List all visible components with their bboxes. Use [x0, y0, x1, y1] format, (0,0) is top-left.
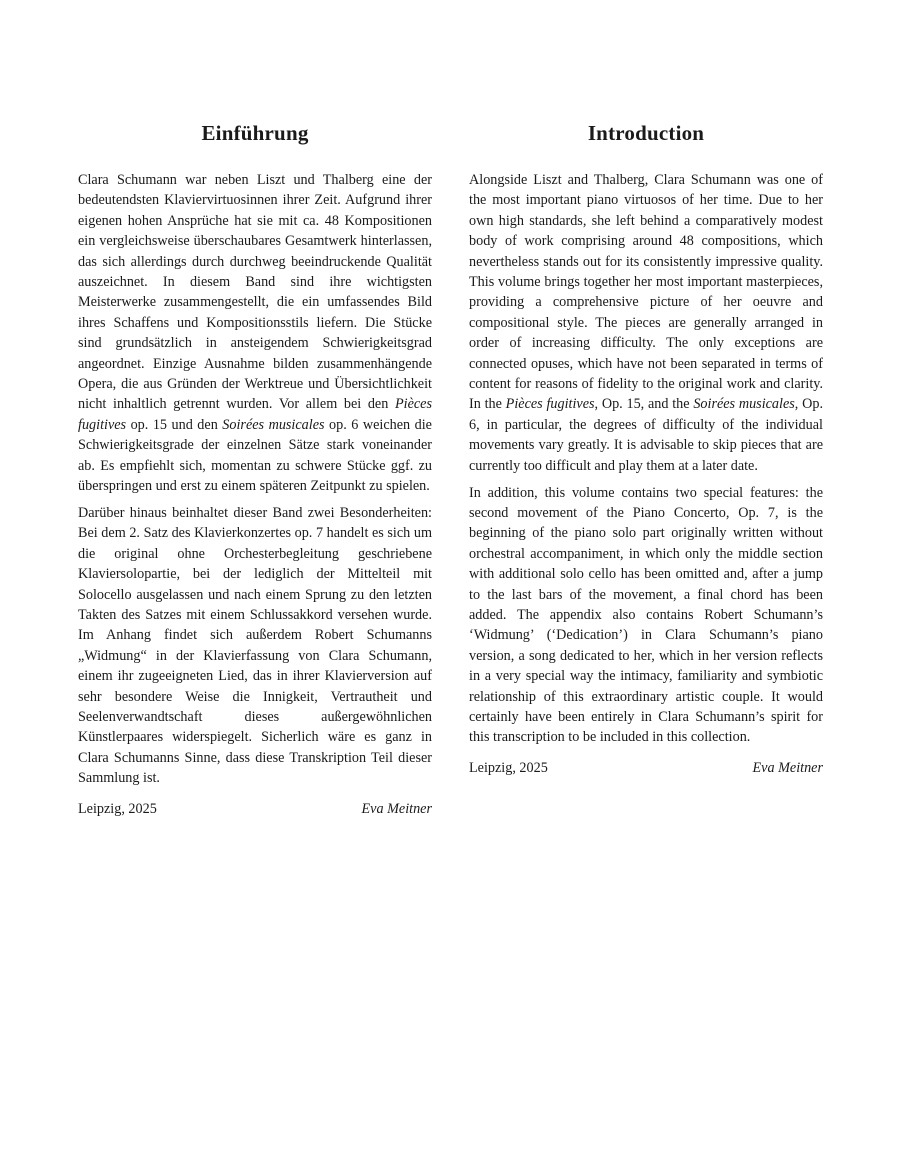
- german-heading: Einführung: [201, 121, 309, 145]
- english-p1-italic-pieces-fugitives: Pièces fugitives: [505, 396, 595, 413]
- german-p1-text-c: op. 6 weichen die Schwierigkeitsgrade der einzelnen Sätze stark voneinander ab. Es empfiehlt sich, momentan zu schwere Stücke ggf. zu überspringen und erst zu einem späteren Zeitpunkt zu spielen.: [78, 416, 432, 495]
- german-footer: [78, 799, 432, 819]
- german-p1-text-b: op. 15 und den: [126, 416, 223, 433]
- english-p1-text-c: , Op. 6, in particular, the degrees of difficulty of the individual movements vary greatly. It is advisable to skip pieces that are currently too difficult and play them at a later date.: [469, 396, 823, 474]
- english-paragraph-2: In addition, this volume contains two special features: the second movement of the Piano Concerto, Op. 7, is the beginning of the piano solo part originally written without orchestral accompaniment, in which only the middle section with additional solo cello has been omitted and, after a jump to the last bars of the movement, a final chord has been added. The appendix also contains Robert Schumann’s ‘Widmung’ (‘Dedication’) in Clara Schumann’s piano version, a song dedicated to her, which in her version reflects in a very special way the intimacy, familiarity and symbiotic relationship of this extraordinary artistic couple. It would certainly have been entirely in Clara Schumann’s spirit for this transcription to be included in this collection.: [469, 484, 823, 746]
- english-place-date: Leipzig, 2025: [469, 759, 548, 776]
- english-heading: Introduction: [587, 121, 705, 145]
- german-column: [78, 118, 432, 819]
- german-author: Eva Meitner: [361, 800, 432, 817]
- english-paragraph-1: [469, 170, 823, 476]
- german-p1-italic-pieces-fugitives: Pièces fugitives: [78, 396, 432, 433]
- german-place-date: Leipzig, 2025: [78, 800, 157, 817]
- english-footer: [469, 758, 823, 778]
- english-author: Eva Meitner: [752, 759, 823, 776]
- german-paragraph-1: [78, 170, 432, 497]
- english-column: [469, 118, 823, 778]
- german-paragraph-2: Darüber hinaus beinhaltet dieser Band zwei Besonderheiten: Bei dem 2. Satz des Klavierkonzertes op. 7 handelt es sich um die original ohne Orchesterbegleitung geschriebene Klaviersolopartie, bei der lediglich der Mittelteil mit Solocello ausgelassen und nach einem Sprung zu den letzten Takten des Satzes mit einem Schlussakkord versehen wurde. Im Anhang findet sich außerdem Robert Schumanns „Widmung“ in der Klavierfassung von Clara Schumann, einem ihr zugeeigneten Lied, das in ihrer Klavierversion auf sehr besondere Weise die Innigkeit, Vertrautheit und Seelenverwandtschaft dieses außergewöhnlichen Künstlerpaares widerspiegelt. Sicherlich wäre es ganz in Clara Schumanns Sinne, dass diese Transkription Teil dieser Sammlung ist.: [78, 505, 432, 787]
- english-p1-italic-soirees-musicales: Soirées musicales: [693, 396, 795, 413]
- english-p1-text-a: Alongside Liszt and Thalberg, Clara Schumann was one of the most important piano virtuosos of her time. Due to her own high standards, she left behind a comparatively modest body of work comprising around 48 compositions, which nevertheless stands out for its consistently impressive quality. This volume brings together her most important masterpieces, providing a comprehensive picture of her oeuvre and compositional style. The pieces are generally arranged in order of increasing difficulty. The only exceptions are connected opuses, which have not been separated in terms of content for reasons of fidelity to the original work and clarity. In the: [469, 172, 823, 413]
- german-p1-italic-soirees-musicales: Soirées musicales: [222, 416, 325, 433]
- english-p1-text-b: , Op. 15, and the: [594, 396, 694, 413]
- german-p1-text-a: Clara Schumann war neben Liszt und Thalberg eine der bedeutendsten Klaviervirtuosinnen ihrer Zeit. Aufgrund ihrer eigenen hohen Ansprüche hat sie mit ca. 48 Kompositionen ein vergleichsweise überschaubares Gesamtwerk hinterlassen, das sich allerdings durch durchweg beeindruckende Qualität auszeichnet. In diesem Band sind ihre wichtigsten Meisterwerke zusammengestellt, die ein umfassendes Bild ihres Schaffens und Kompositionsstils liefern. Die Stücke sind grundsätzlich in ansteigendem Schwierigkeitsgrad angeordnet. Einzige Ausnahme bilden zusammenhängende Opera, die aus Gründen der Werktreue und Übersichtlichkeit nicht inhaltlich getrennt wurden. Vor allem bei den: [78, 172, 432, 413]
